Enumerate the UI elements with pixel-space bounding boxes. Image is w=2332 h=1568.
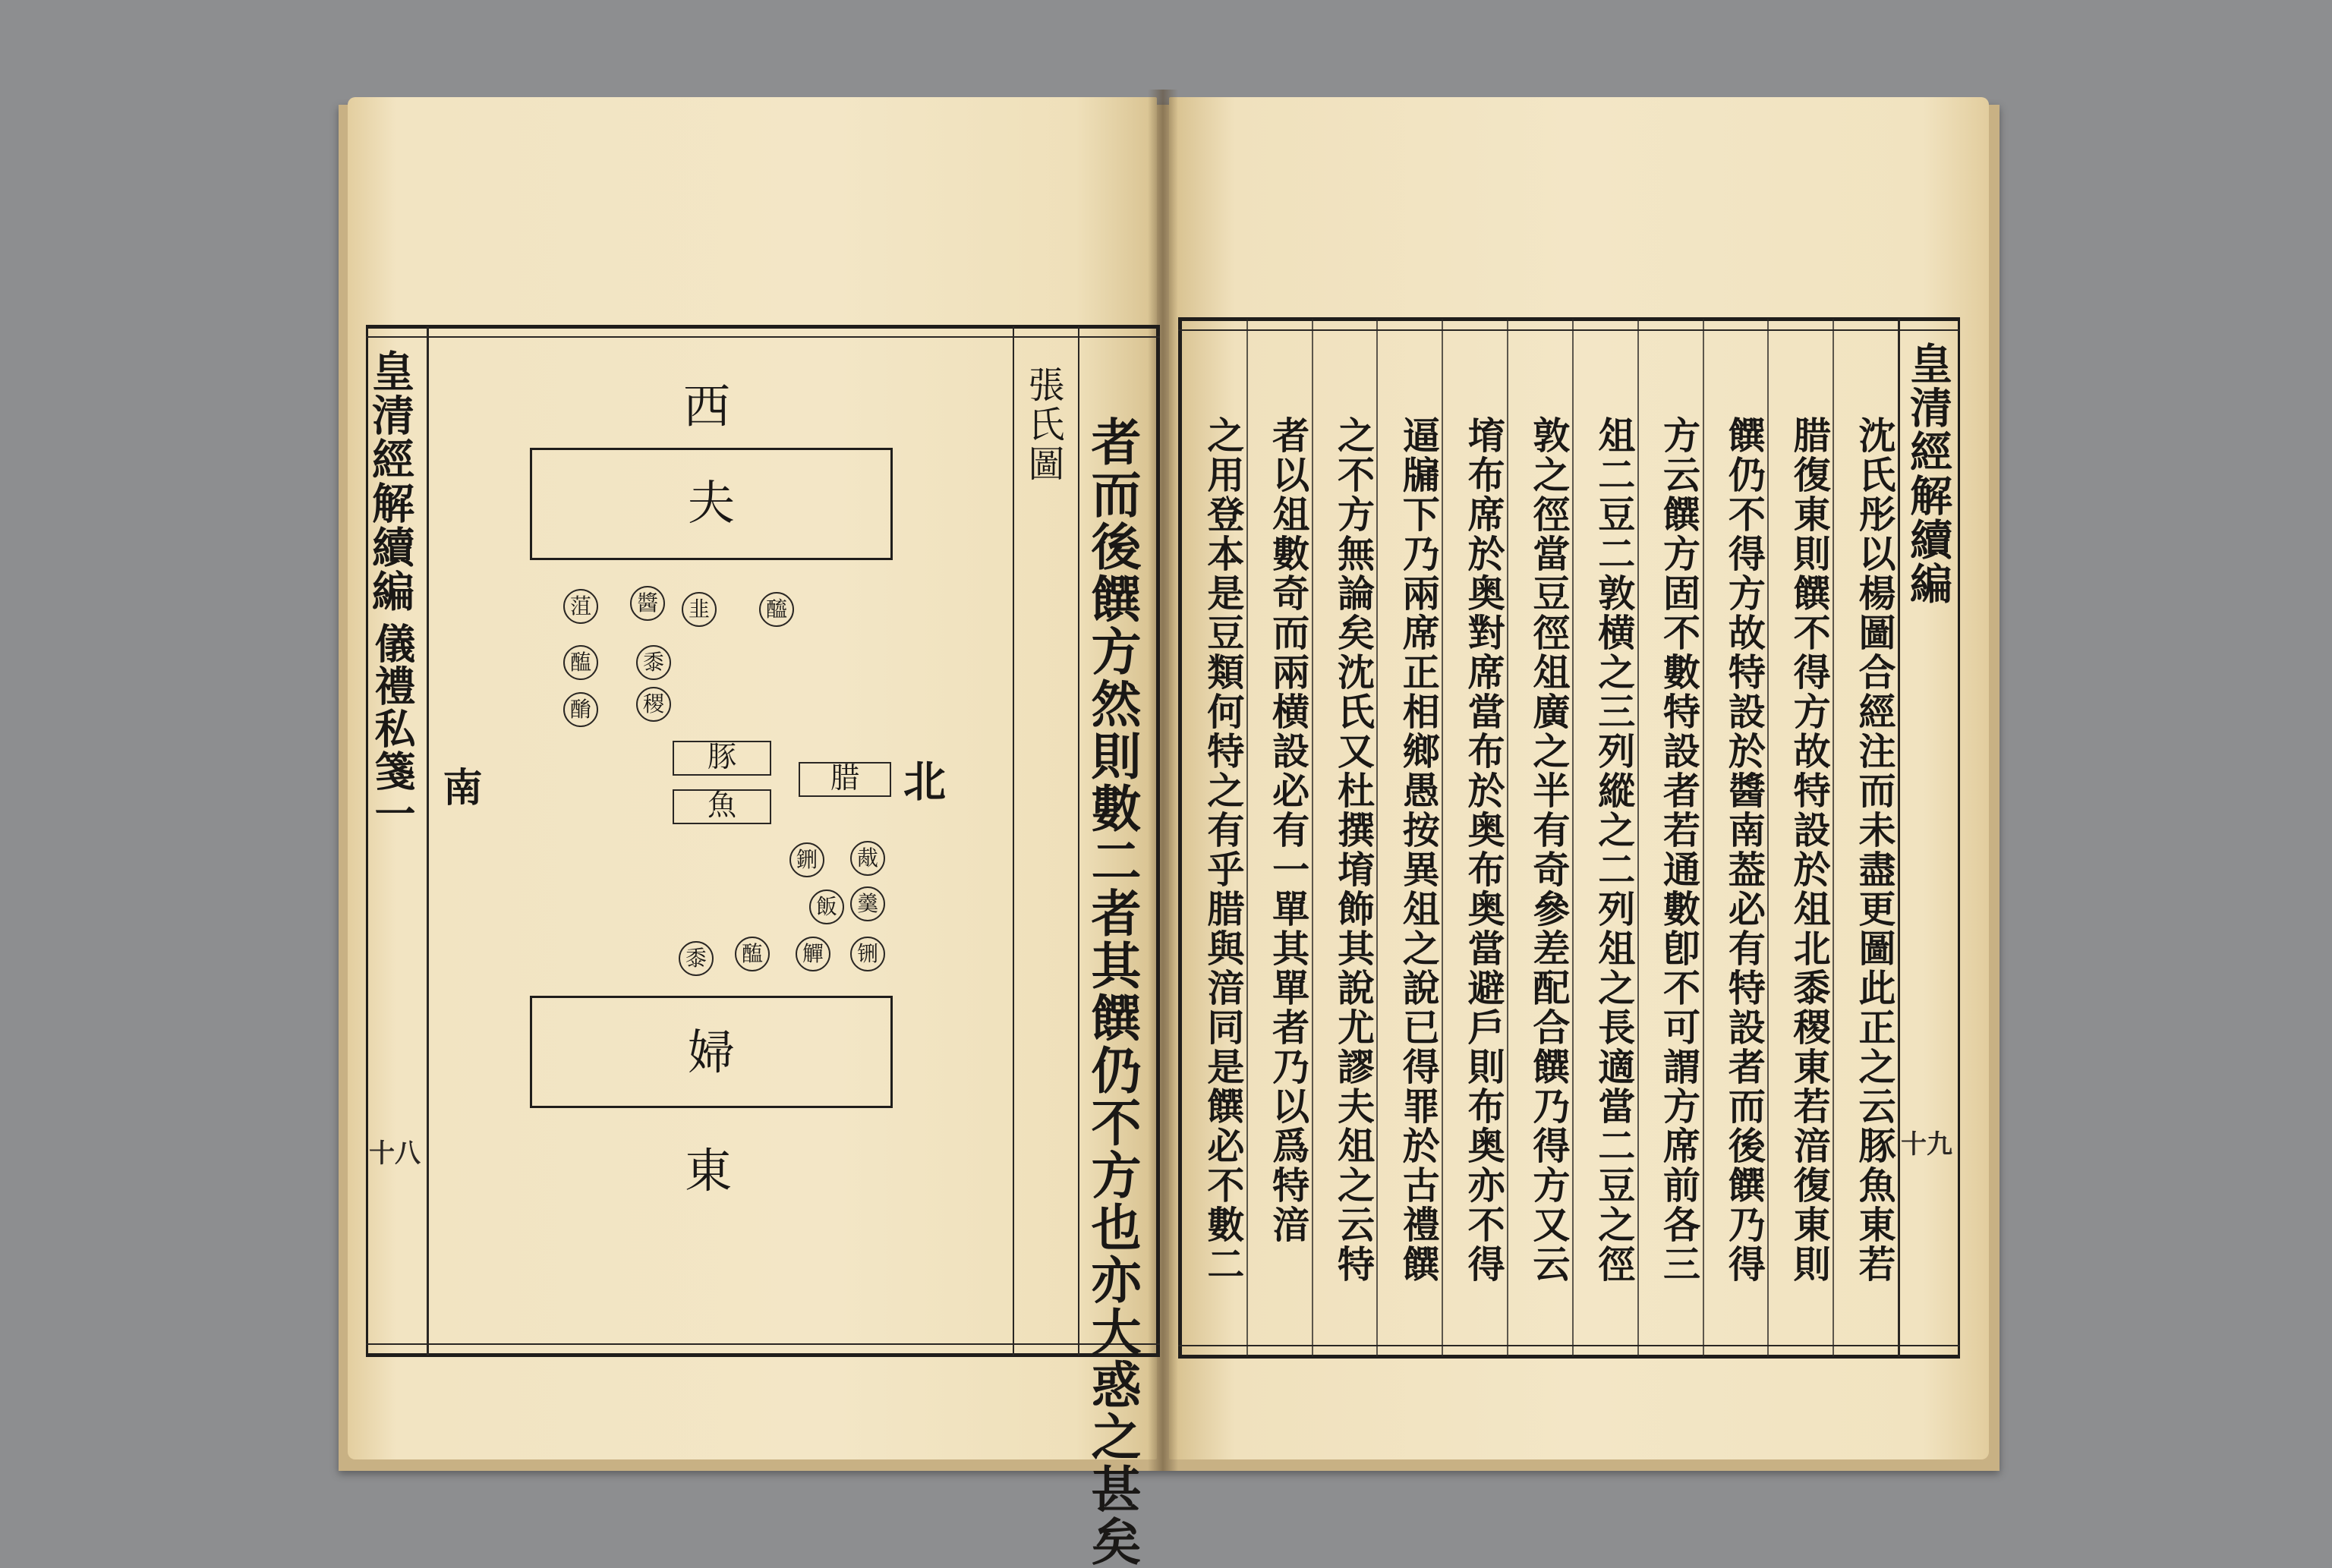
left-folio: 十八 bbox=[369, 1138, 421, 1169]
right-margin-title: 皇清經解續編 bbox=[1903, 342, 1953, 606]
left-title-rule bbox=[1013, 326, 1014, 1355]
diagram-title: 張氏圖 bbox=[1022, 366, 1064, 484]
circle-5: 醢 bbox=[563, 645, 598, 680]
right-text-column: 饌仍不得方故特設於醬南葢必有特設者而後饌乃得 bbox=[1722, 416, 1767, 1284]
column-rule bbox=[1703, 319, 1704, 1357]
column-rule bbox=[1767, 319, 1769, 1357]
right-frame-double-top bbox=[1178, 329, 1960, 331]
right-text-column: 腊復東則饌不得方故特設於俎北黍稷東若湆復東則 bbox=[1788, 416, 1833, 1284]
left-frame-double-top bbox=[366, 336, 1160, 338]
left-margin-rule bbox=[427, 326, 429, 1355]
column-rule bbox=[1637, 319, 1639, 1357]
left-frame-double-bottom bbox=[366, 1343, 1160, 1345]
column-rule bbox=[1312, 319, 1313, 1357]
column-rule bbox=[1507, 319, 1508, 1357]
right-folio: 十九 bbox=[1901, 1129, 1952, 1160]
left-text-rule bbox=[1078, 326, 1079, 1355]
circle-7: 黍 bbox=[636, 645, 671, 680]
label-pig: 豚 bbox=[673, 741, 771, 776]
right-text-column: 沈氏彤以楊圖合經注而未盡更圖此正之云豚魚東若 bbox=[1852, 416, 1897, 1284]
circle-6: 酳 bbox=[563, 692, 598, 727]
circle-10: 鉶 bbox=[789, 842, 824, 877]
circle-15: 醢 bbox=[735, 937, 770, 971]
circle-11: 羹 bbox=[850, 886, 885, 921]
diagram-wife: 婦 bbox=[688, 1025, 736, 1080]
circle-14: 觶 bbox=[796, 937, 830, 971]
circle-16: 黍 bbox=[679, 941, 714, 976]
left-text-column: 者而後饌方然則數二者其饌仍不方也亦大惑之甚矣 bbox=[1082, 416, 1142, 1568]
right-text-column: 者以俎數奇而兩横設必有一單其單者乃以爲特湆 bbox=[1266, 416, 1311, 1245]
circle-12: 飯 bbox=[809, 889, 844, 924]
diagram-husband: 夫 bbox=[688, 475, 736, 531]
circle-9: 胾 bbox=[850, 841, 885, 876]
circle-1: 醯 bbox=[759, 592, 794, 627]
column-rule bbox=[1376, 319, 1378, 1357]
right-frame-double-bottom bbox=[1178, 1345, 1960, 1346]
label-dried-meat: 腊 bbox=[799, 762, 891, 797]
column-rule bbox=[1246, 319, 1248, 1357]
left-margin-subtitle: 儀禮私箋一 bbox=[368, 622, 417, 835]
right-text-column: 方云饌方固不數特設者若通數卽不可謂方席前各三 bbox=[1657, 416, 1702, 1284]
circle-4: 菹 bbox=[563, 589, 598, 624]
left-margin-title: 皇清經解續編 bbox=[365, 349, 415, 613]
right-text-column: 之用登本是豆類何特之有乎腊與湆同是饌必不數二 bbox=[1201, 416, 1246, 1284]
diagram-east: 東 bbox=[685, 1143, 733, 1198]
label-fish: 魚 bbox=[673, 789, 771, 824]
circle-13: 铏 bbox=[850, 937, 885, 971]
right-text-column: 之不方無論矣沈氏又杜撰堉飾其說尤謬夫俎之云特 bbox=[1331, 416, 1376, 1284]
column-rule bbox=[1442, 319, 1443, 1357]
right-text-column: 逼牖下乃兩席正相鄉愚按異俎之說已得罪於古禮饌 bbox=[1397, 416, 1442, 1284]
right-text-column: 敦之徑當豆徑俎廣之半有奇參差配合饌乃得方又云 bbox=[1527, 416, 1571, 1284]
circle-3: 醬 bbox=[630, 586, 665, 621]
diagram-west: 西 bbox=[683, 379, 731, 434]
right-margin-rule bbox=[1898, 319, 1900, 1357]
diagram-north: 北 bbox=[897, 759, 947, 801]
right-text-column: 堉布席於奥對席當布於奥布奥當避戶則布奥亦不得 bbox=[1462, 416, 1507, 1284]
circle-2: 韭 bbox=[682, 592, 717, 627]
right-text-column: 俎二豆二敦横之三列縱之二列俎之長適當二豆之徑 bbox=[1592, 416, 1637, 1284]
column-rule bbox=[1833, 319, 1834, 1357]
circle-8: 稷 bbox=[636, 687, 671, 722]
column-rule bbox=[1572, 319, 1574, 1357]
diagram-south: 南 bbox=[436, 767, 482, 806]
